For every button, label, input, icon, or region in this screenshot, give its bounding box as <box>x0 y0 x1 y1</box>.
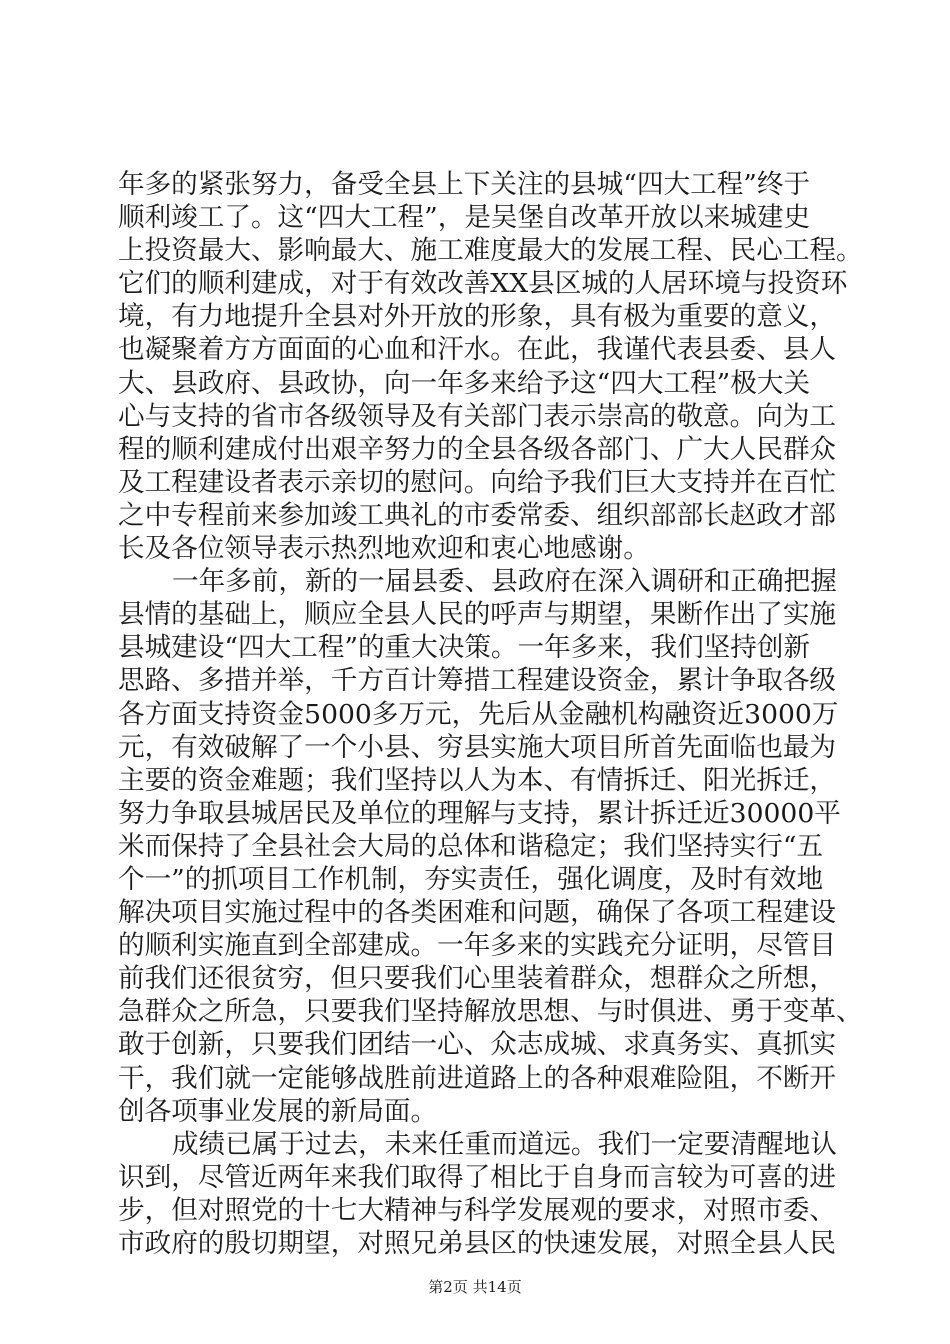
text-line: 之中专程前来参加竣工典礼的市委常委、组织部部长赵政才部 <box>118 500 837 531</box>
text-line: 解决项目实施过程中的各类困难和问题，确保了各项工程建设 <box>118 897 837 928</box>
text-line: 的顺利实施直到全部建成。一年多来的实践充分证明，尽管目 <box>118 930 837 961</box>
text-line: 创各项事业发展的新局面。 <box>118 1096 438 1127</box>
text-line: 顺利竣工了。这“四大工程”，是吴堡自改革开放以来城建史 <box>118 202 811 233</box>
text-line: 急群众之所急，只要我们坚持解放思想、与时俱进、勇于变革、 <box>118 996 863 1027</box>
text-line: 元，有效破解了一个小县、穷县实施大项目所首先面临也最为 <box>118 732 837 763</box>
text-line: 敢于创新，只要我们团结一心、众志成城、求真务实、真抓实 <box>118 1029 837 1060</box>
text-line: 思路、多措并举，千方百计筹措工程建设资金，累计争取各级 <box>118 665 837 696</box>
text-line: 也凝聚着方方面面的心血和汗水。在此，我谨代表县委、县人 <box>118 334 837 365</box>
text-line: 市政府的殷切期望，对照兄弟县区的快速发展，对照全县人民 <box>118 1228 837 1259</box>
text-line: 各方面支持资金5000多万元，先后从金融机构融资近3000万 <box>118 699 839 730</box>
page-footer: 第2页 共14页 <box>428 1278 522 1296</box>
text-line: 县情的基础上，顺应全县人民的呼声与期望，果断作出了实施 <box>118 599 837 630</box>
text-line: 心与支持的省市各级领导及有关部门表示崇高的敬意。向为工 <box>118 401 837 432</box>
text-line: 县城建设“四大工程”的重大决策。一年多来，我们坚持创新 <box>118 632 811 663</box>
text-line: 识到，尽管近两年来我们取得了相比于自身而言较为可喜的进 <box>118 1162 837 1193</box>
text-line: 年多的紧张努力，备受全县上下关注的县城“四大工程”终于 <box>118 169 811 200</box>
text-line: 长及各位领导表示热烈地欢迎和衷心地感谢。 <box>118 533 650 564</box>
text-line: 米而保持了全县社会大局的总体和谐稳定；我们坚持实行“五 <box>118 831 824 862</box>
text-line: 上投资最大、影响最大、施工难度最大的发展工程、民心工程。 <box>118 235 863 266</box>
text-line: 步，但对照党的十七大精神与科学发展观的要求，对照市委、 <box>118 1195 837 1226</box>
text-line: 程的顺利建成付出艰辛努力的全县各级各部门、广大人民群众 <box>118 434 837 465</box>
text-line: 前我们还很贫穷，但只要我们心里装着群众，想群众之所想， <box>118 963 837 994</box>
text-line: 努力争取县城居民及单位的理解与支持，累计拆迁近30000平 <box>118 798 841 829</box>
text-line: 及工程建设者表示亲切的慰问。向给予我们巨大支持并在百忙 <box>118 467 837 498</box>
text-line: 大、县政府、县政协，向一年多来给予这“四大工程”极大关 <box>118 368 811 399</box>
text-line: 境，有力地提升全县对外开放的形象，具有极为重要的意义， <box>118 301 837 332</box>
text-line: 个一”的抓项目工作机制，夯实责任，强化调度，及时有效地 <box>118 864 824 895</box>
text-line: 它们的顺利建成，对于有效改善XX县区城的人居环境与投资环 <box>118 268 848 299</box>
paragraph-start-line: 一年多前，新的一届县委、县政府在深入调研和正确把握 <box>172 566 837 597</box>
paragraph-start-line: 成绩已属于过去，未来任重而道远。我们一定要清醒地认 <box>172 1129 837 1160</box>
text-line: 干，我们就一定能够战胜前进道路上的各种艰难险阻，不断开 <box>118 1063 837 1094</box>
text-line: 主要的资金难题；我们坚持以人为本、有情拆迁、阳光拆迁， <box>118 765 837 796</box>
